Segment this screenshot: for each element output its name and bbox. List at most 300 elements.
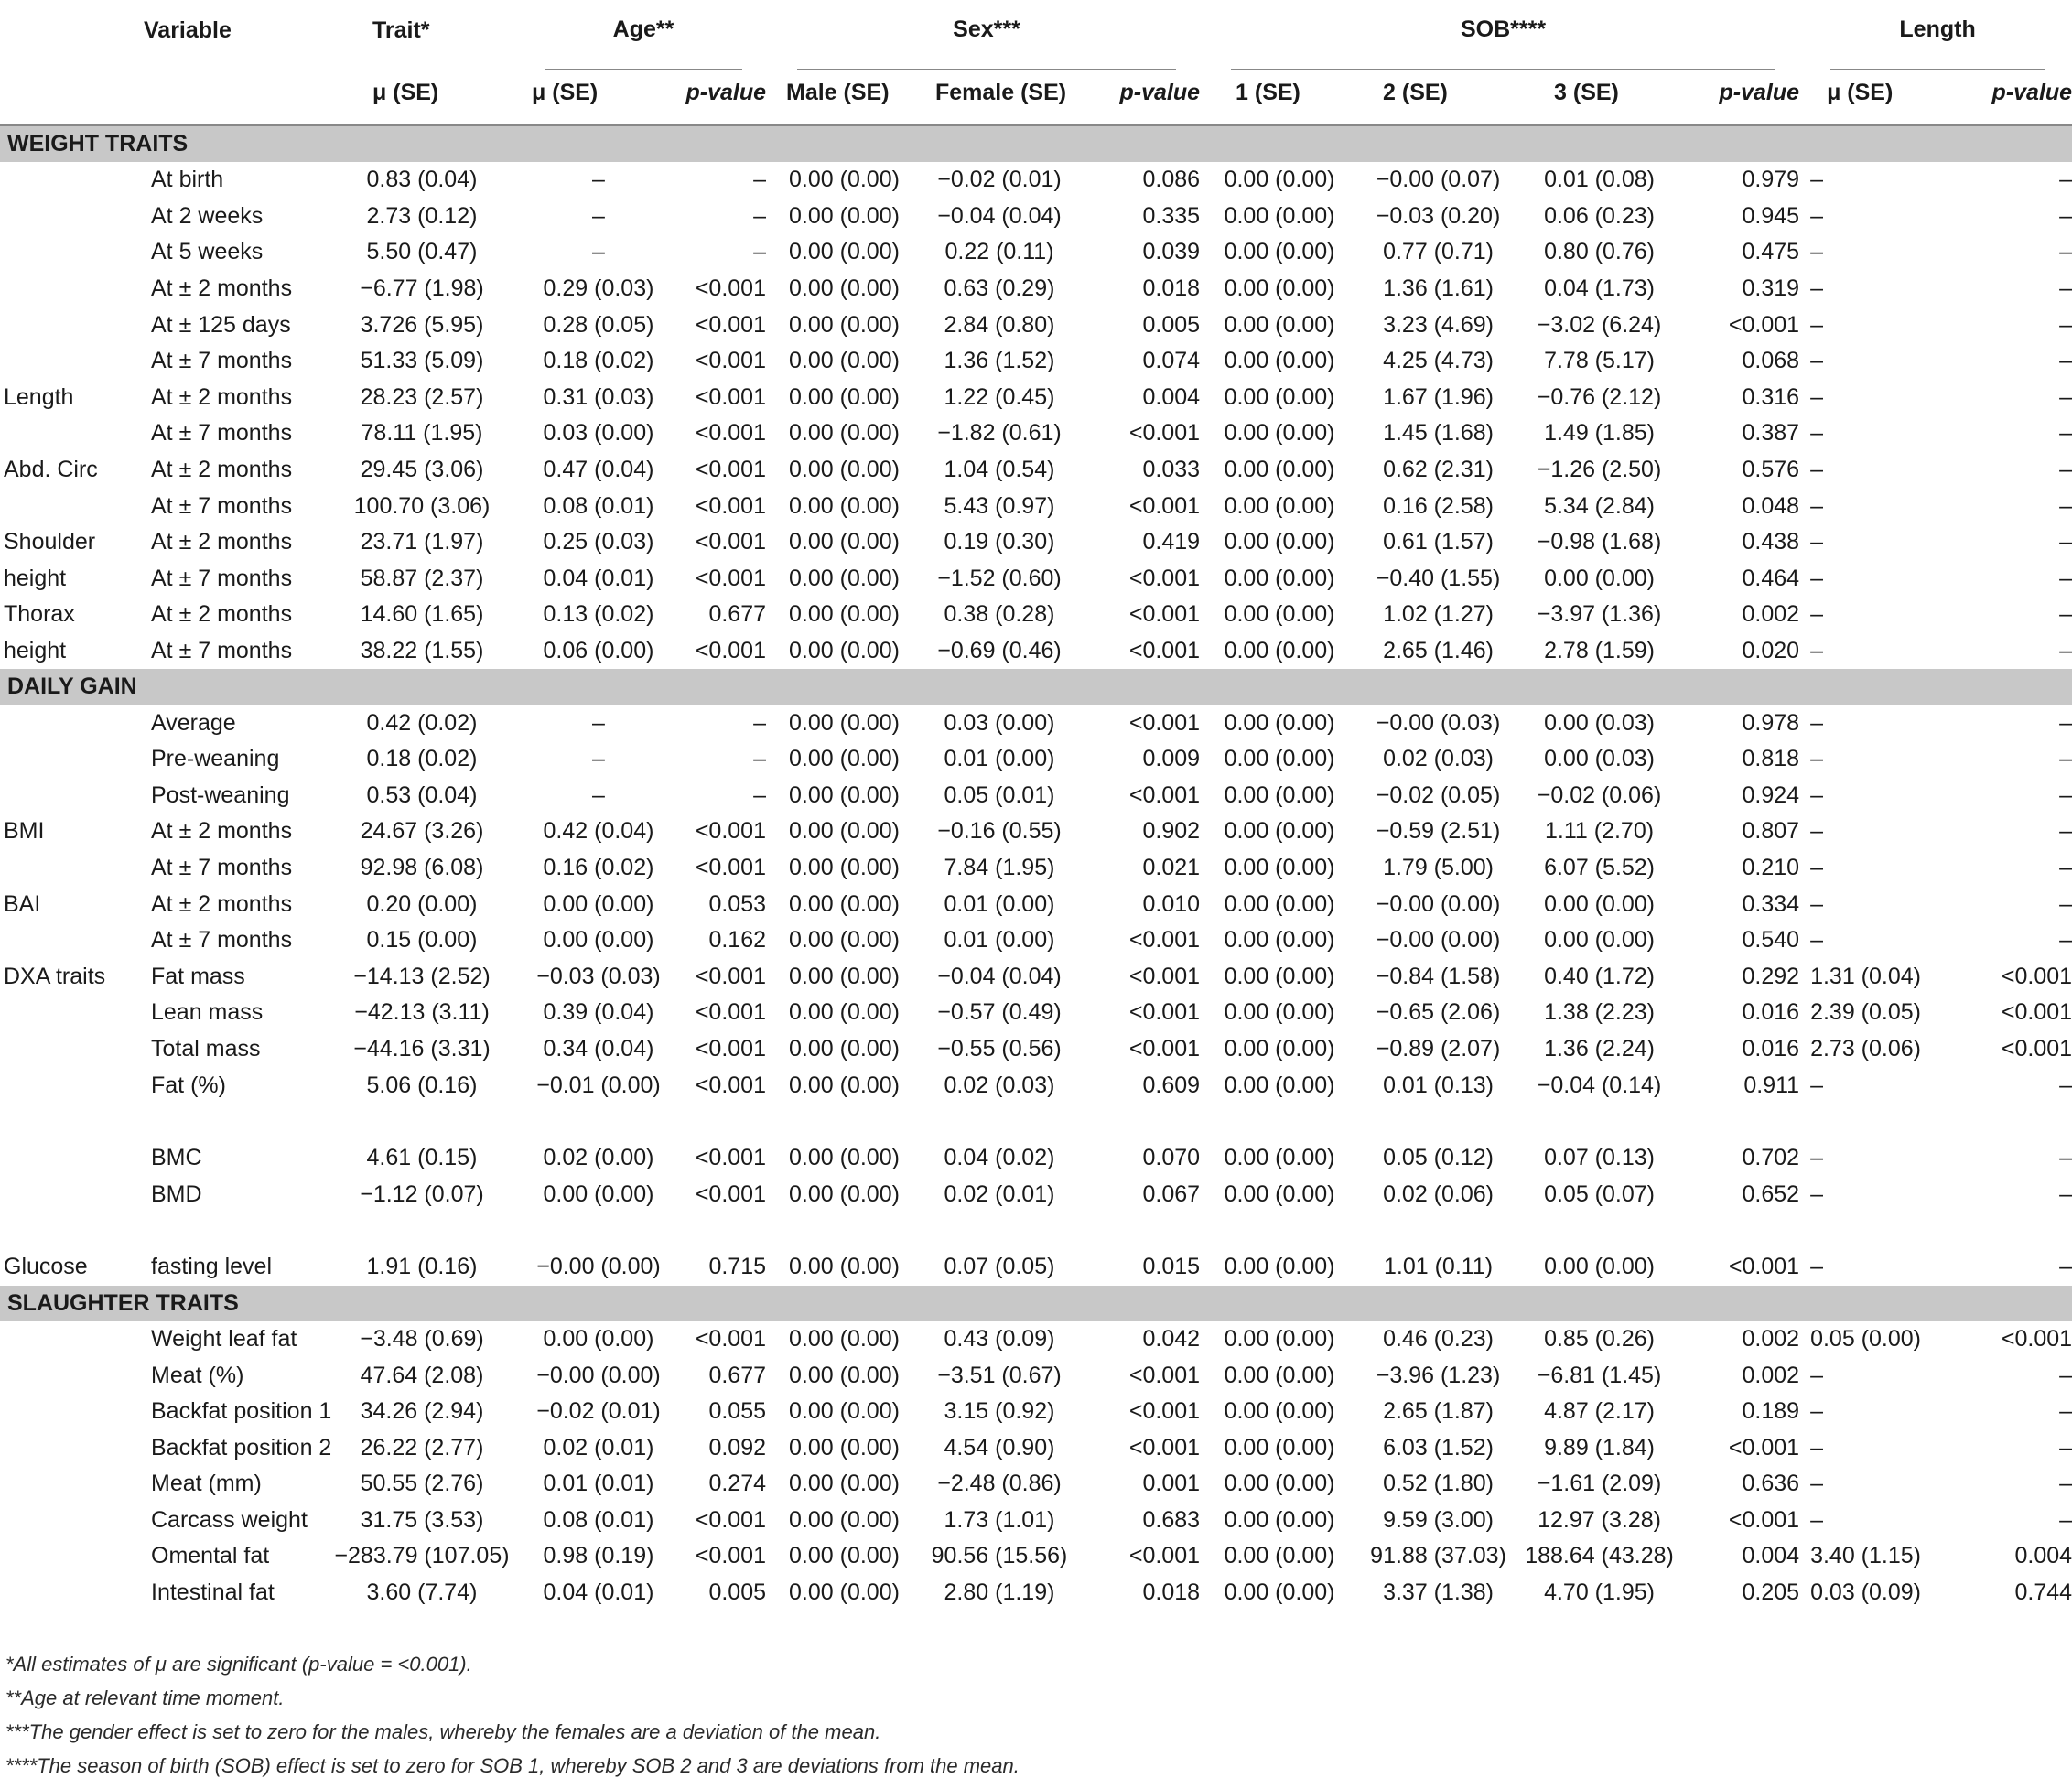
sob-pvalue-cell: 0.016 (1742, 1035, 1800, 1062)
trait-mu-cell: −44.16 (3.31) (353, 1035, 491, 1062)
sob-3-cell: 5.34 (2.84) (1544, 492, 1655, 519)
variable-cell (0, 162, 144, 199)
trait-mu-cell: 47.64 (2.08) (360, 1362, 484, 1388)
table-row (0, 995, 2072, 1031)
variable-cell: height (4, 638, 67, 664)
table-row (0, 1466, 2072, 1503)
trait-mu-cell: −3.48 (0.69) (360, 1325, 484, 1352)
length-mu-cell: – (1810, 854, 1823, 880)
age-mu-cell: – (592, 239, 605, 265)
trait-label-cell: BMD (151, 1180, 202, 1207)
header-variable: Variable (144, 16, 232, 43)
length-pvalue-cell: – (2059, 167, 2072, 193)
variable-cell: height (4, 565, 67, 591)
header-trait: Trait* (372, 16, 430, 43)
sob-3-cell: 0.00 (0.00) (1544, 890, 1655, 917)
footnote: **Age at relevant time moment. (5, 1687, 285, 1709)
spacer-row (0, 1212, 2072, 1249)
trait-mu-cell: 28.23 (2.57) (360, 383, 484, 410)
sex-male-cell: 0.00 (0.00) (789, 1471, 900, 1497)
sob-pvalue-cell: 0.475 (1742, 239, 1800, 265)
sob-1-cell: 0.00 (0.00) (1224, 383, 1335, 410)
section-title: WEIGHT TRAITS (0, 125, 2072, 162)
sob-1-cell: 0.00 (0.00) (1224, 1434, 1335, 1460)
table-row (0, 778, 2072, 814)
sex-male-cell: 0.00 (0.00) (789, 492, 900, 519)
trait-mu-cell: 23.71 (1.97) (360, 529, 484, 555)
table-row (0, 1575, 2072, 1611)
age-mu-cell: 0.25 (0.03) (543, 529, 654, 555)
sex-pvalue-cell: <0.001 (1128, 1035, 1201, 1062)
length-pvalue-cell: – (2059, 781, 2072, 808)
sob-pvalue-cell: <0.001 (1728, 1506, 1800, 1533)
sex-male-cell: 0.00 (0.00) (789, 746, 900, 772)
table-row (0, 307, 2072, 343)
spacer-cell (0, 1212, 2072, 1249)
age-mu-cell: 0.00 (0.00) (543, 1325, 654, 1352)
age-pvalue-cell: <0.001 (695, 818, 766, 845)
sob-1-cell: 0.00 (0.00) (1224, 1254, 1335, 1280)
sob-3-cell: 0.80 (0.76) (1544, 239, 1655, 265)
sex-male-cell: 0.00 (0.00) (789, 1072, 900, 1098)
length-mu-cell: – (1810, 565, 1823, 591)
sex-pvalue-cell: <0.001 (1128, 420, 1201, 447)
sex-pvalue-cell: 0.018 (1142, 275, 1201, 302)
sob-3-cell: 2.78 (1.59) (1544, 638, 1655, 664)
sob-1-cell: 0.00 (0.00) (1224, 420, 1335, 447)
age-mu-cell: 0.47 (0.04) (543, 457, 654, 483)
sex-male-cell: 0.00 (0.00) (789, 348, 900, 374)
table-row (0, 1031, 2072, 1068)
sex-female-cell: 0.04 (0.02) (944, 1145, 1055, 1171)
sob-1-cell: 0.00 (0.00) (1224, 202, 1335, 229)
sex-pvalue-cell: 0.086 (1142, 167, 1201, 193)
age-mu-cell: −0.03 (0.03) (536, 963, 661, 989)
trait-mu-cell: 34.26 (2.94) (360, 1398, 484, 1425)
sob-pvalue-cell: 0.002 (1742, 1325, 1800, 1352)
sob-1-cell: 0.00 (0.00) (1224, 1180, 1335, 1207)
length-pvalue-cell: – (2059, 1072, 2072, 1098)
table-row (0, 1140, 2072, 1177)
sex-pvalue-cell: <0.001 (1128, 1398, 1201, 1425)
sob-1-cell: 0.00 (0.00) (1224, 963, 1335, 989)
sob-1-cell: 0.00 (0.00) (1224, 1543, 1335, 1569)
sob-pvalue-cell: 0.316 (1742, 383, 1800, 410)
sex-pvalue-cell: <0.001 (1128, 963, 1201, 989)
sob-1-cell: 0.00 (0.00) (1224, 638, 1335, 664)
sex-female-cell: −0.55 (0.56) (937, 1035, 1062, 1062)
sob-1-cell: 0.00 (0.00) (1224, 890, 1335, 917)
length-mu-cell: – (1810, 781, 1823, 808)
sex-male-cell: 0.00 (0.00) (789, 1434, 900, 1460)
sob-pvalue-cell: 0.048 (1742, 492, 1800, 519)
variable-cell (0, 1575, 144, 1611)
sob-pvalue-cell: <0.001 (1728, 1434, 1800, 1460)
sex-female-cell: 0.05 (0.01) (944, 781, 1055, 808)
sob-1-cell: 0.00 (0.00) (1224, 781, 1335, 808)
sob-pvalue-cell: 0.945 (1742, 202, 1800, 229)
sob-3-cell: 0.04 (1.73) (1544, 275, 1655, 302)
sob-3-cell: 1.38 (2.23) (1544, 999, 1655, 1026)
length-mu-cell: 0.05 (0.00) (1810, 1325, 1921, 1352)
sob-3-cell: 0.00 (0.00) (1544, 927, 1655, 954)
length-pvalue-cell: – (2059, 1506, 2072, 1533)
sob-2-cell: 0.61 (1.57) (1383, 529, 1494, 555)
sob-2-cell: 3.23 (4.69) (1383, 311, 1494, 338)
trait-mu-cell: 50.55 (2.76) (360, 1471, 484, 1497)
length-mu-cell: 2.73 (0.06) (1810, 1035, 1921, 1062)
sob-1-cell: 0.00 (0.00) (1224, 1325, 1335, 1352)
table-row (0, 271, 2072, 307)
age-mu-cell: – (592, 746, 605, 772)
sex-pvalue-cell: <0.001 (1128, 709, 1201, 736)
variable-cell: BAI (4, 890, 41, 917)
age-mu-cell: 0.00 (0.00) (543, 1180, 654, 1207)
sex-female-cell: 0.01 (0.00) (944, 890, 1055, 917)
sex-female-cell: 5.43 (0.97) (944, 492, 1055, 519)
sob-3-cell: −1.61 (2.09) (1537, 1471, 1662, 1497)
age-mu-cell: 0.31 (0.03) (543, 383, 654, 410)
age-mu-cell: 0.13 (0.02) (543, 601, 654, 628)
sob-pvalue-cell: 0.292 (1742, 963, 1800, 989)
length-mu-cell: 2.39 (0.05) (1810, 999, 1921, 1026)
table-row (0, 1538, 2072, 1575)
sob-2-cell: 6.03 (1.52) (1383, 1434, 1494, 1460)
sex-pvalue-cell: 0.683 (1142, 1506, 1201, 1533)
sex-female-cell: 0.38 (0.28) (944, 601, 1055, 628)
table-row (0, 958, 2072, 995)
sex-pvalue-cell: <0.001 (1128, 927, 1201, 954)
table-row (0, 1176, 2072, 1212)
length-pvalue-cell: – (2059, 638, 2072, 664)
trait-label-cell: Lean mass (151, 999, 264, 1026)
sob-2-cell: 4.25 (4.73) (1383, 348, 1494, 374)
length-mu-cell: – (1810, 638, 1823, 664)
spacer-cell (0, 1104, 2072, 1140)
sex-pvalue-cell: 0.902 (1142, 818, 1201, 845)
table-row (0, 633, 2072, 670)
table-row (0, 1394, 2072, 1430)
sex-female-cell: 0.01 (0.00) (944, 746, 1055, 772)
variable-cell (0, 199, 144, 235)
sob-2-cell: 0.02 (0.06) (1383, 1180, 1494, 1207)
length-pvalue-cell: <0.001 (2001, 999, 2072, 1026)
sex-female-cell: −0.02 (0.01) (937, 167, 1062, 193)
sob-1-cell: 0.00 (0.00) (1224, 1506, 1335, 1533)
table-row (0, 343, 2072, 380)
length-mu-cell: 1.31 (0.04) (1810, 963, 1921, 989)
variable-cell (0, 1321, 144, 1358)
age-pvalue-cell: <0.001 (695, 529, 766, 555)
sex-male-cell: 0.00 (0.00) (789, 601, 900, 628)
sob-pvalue-cell: 0.068 (1742, 348, 1800, 374)
length-pvalue-cell: <0.001 (2001, 1325, 2072, 1352)
sob-2-cell: 0.52 (1.80) (1383, 1471, 1494, 1497)
variable-cell (0, 1429, 144, 1466)
length-mu-cell: – (1810, 529, 1823, 555)
sex-male-cell: 0.00 (0.00) (789, 1579, 900, 1606)
trait-label-cell: At ± 7 months (151, 565, 293, 591)
age-pvalue-cell: 0.677 (708, 601, 766, 628)
trait-label-cell: Fat mass (151, 963, 245, 989)
age-mu-cell: 0.03 (0.00) (543, 420, 654, 447)
sex-pvalue-cell: 0.074 (1142, 348, 1201, 374)
variable-cell: Shoulder (4, 529, 96, 555)
sex-pvalue-cell: 0.018 (1142, 1579, 1201, 1606)
trait-mu-cell: 38.22 (1.55) (360, 638, 484, 664)
sex-female-cell: 1.73 (1.01) (944, 1506, 1055, 1533)
sob-pvalue-cell: <0.001 (1728, 1254, 1800, 1280)
trait-label-cell: At ± 2 months (151, 457, 293, 483)
sob-pvalue-cell: 0.319 (1742, 275, 1800, 302)
age-pvalue-cell: <0.001 (695, 1543, 766, 1569)
sob-3-cell: 0.07 (0.13) (1544, 1145, 1655, 1171)
age-mu-cell: 0.01 (0.01) (543, 1471, 654, 1497)
header-sob-1: 1 (SE) (1203, 60, 1355, 125)
sob-3-cell: 9.89 (1.84) (1544, 1434, 1655, 1460)
length-pvalue-cell: – (2059, 239, 2072, 265)
sob-3-cell: 0.40 (1.72) (1544, 963, 1655, 989)
sob-pvalue-cell: 0.189 (1742, 1398, 1800, 1425)
sob-2-cell: 3.37 (1.38) (1383, 1579, 1494, 1606)
age-pvalue-cell: – (753, 746, 766, 772)
sex-female-cell: 90.56 (15.56) (931, 1543, 1068, 1569)
table-row (0, 452, 2072, 489)
trait-label-cell: Fat (%) (151, 1072, 226, 1098)
sex-pvalue-cell: <0.001 (1128, 1362, 1201, 1388)
length-mu-cell: – (1810, 890, 1823, 917)
sex-female-cell: −0.57 (0.49) (937, 999, 1062, 1026)
length-pvalue-cell: 0.744 (2014, 1579, 2072, 1606)
sob-pvalue-cell: 0.387 (1742, 420, 1800, 447)
length-pvalue-cell: – (2059, 457, 2072, 483)
sob-pvalue-cell: 0.020 (1742, 638, 1800, 664)
sob-1-cell: 0.00 (0.00) (1224, 492, 1335, 519)
trait-label-cell: At ± 2 months (151, 529, 293, 555)
variable-cell (0, 343, 144, 380)
sob-1-cell: 0.00 (0.00) (1224, 1145, 1335, 1171)
length-pvalue-cell: – (2059, 1434, 2072, 1460)
sob-2-cell: −0.40 (1.55) (1376, 565, 1501, 591)
trait-label-cell: Backfat position 2 (151, 1434, 332, 1460)
sob-pvalue-cell: 0.002 (1742, 1362, 1800, 1388)
sob-3-cell: 1.49 (1.85) (1544, 420, 1655, 447)
sob-2-cell: −0.00 (0.03) (1376, 709, 1501, 736)
age-mu-cell: −0.02 (0.01) (536, 1398, 661, 1425)
footnotes (0, 1647, 2072, 1783)
length-mu-cell: – (1810, 202, 1823, 229)
sob-1-cell: 0.00 (0.00) (1224, 275, 1335, 302)
footnote: ***The gender effect is set to zero for the males, whereby the females are a deviation of the mean. (5, 1720, 881, 1743)
sob-3-cell: 1.36 (2.24) (1544, 1035, 1655, 1062)
sob-3-cell: 0.01 (0.08) (1544, 167, 1655, 193)
sob-pvalue-cell: 0.807 (1742, 818, 1800, 845)
length-mu-cell: – (1810, 601, 1823, 628)
sob-pvalue-cell: 0.911 (1743, 1072, 1800, 1098)
sob-1-cell: 0.00 (0.00) (1224, 457, 1335, 483)
sex-male-cell: 0.00 (0.00) (789, 275, 900, 302)
trait-label-cell: At ± 7 months (151, 927, 293, 954)
trait-label-cell: At ± 2 months (151, 890, 293, 917)
trait-mu-cell: 29.45 (3.06) (360, 457, 484, 483)
length-mu-cell: – (1810, 1145, 1823, 1171)
sex-male-cell: 0.00 (0.00) (789, 529, 900, 555)
sob-3-cell: 7.78 (5.17) (1544, 348, 1655, 374)
trait-mu-cell: 0.42 (0.02) (366, 709, 478, 736)
length-mu-cell: 0.03 (0.09) (1810, 1579, 1921, 1606)
trait-mu-cell: 2.73 (0.12) (366, 202, 478, 229)
table-row (0, 1429, 2072, 1466)
variable-cell (0, 778, 144, 814)
table-row (0, 415, 2072, 452)
trait-label-cell: Post-weaning (151, 781, 290, 808)
age-mu-cell: 0.04 (0.01) (543, 1579, 654, 1606)
age-pvalue-cell: <0.001 (695, 492, 766, 519)
age-mu-cell: −0.01 (0.00) (536, 1072, 661, 1098)
sex-pvalue-cell: 0.335 (1142, 202, 1201, 229)
sex-female-cell: 1.22 (0.45) (944, 383, 1055, 410)
age-pvalue-cell: 0.005 (708, 1579, 766, 1606)
variable-cell (0, 1031, 144, 1068)
sob-3-cell: −0.76 (2.12) (1537, 383, 1662, 410)
age-mu-cell: – (592, 202, 605, 229)
age-pvalue-cell: 0.162 (708, 927, 766, 954)
sob-2-cell: 0.01 (0.13) (1383, 1072, 1494, 1098)
table-row (0, 199, 2072, 235)
trait-label-cell: Carcass weight (151, 1506, 308, 1533)
trait-mu-cell: 0.20 (0.00) (366, 890, 478, 917)
sex-pvalue-cell: <0.001 (1128, 492, 1201, 519)
sex-male-cell: 0.00 (0.00) (789, 1506, 900, 1533)
age-pvalue-cell: <0.001 (695, 275, 766, 302)
age-pvalue-cell: <0.001 (695, 348, 766, 374)
sob-2-cell: 2.65 (1.46) (1383, 638, 1494, 664)
age-mu-cell: 0.02 (0.01) (543, 1434, 654, 1460)
age-mu-cell: – (592, 709, 605, 736)
sob-2-cell: −0.65 (2.06) (1376, 999, 1501, 1026)
age-mu-cell: 0.02 (0.00) (543, 1145, 654, 1171)
header-sob-pvalue: p-value (1678, 60, 1803, 125)
trait-mu-cell: 24.67 (3.26) (360, 818, 484, 845)
table-row (0, 1357, 2072, 1394)
sob-2-cell: 9.59 (3.00) (1383, 1506, 1494, 1533)
trait-label-cell: At birth (151, 167, 224, 193)
sex-female-cell: 1.36 (1.52) (944, 348, 1055, 374)
sob-2-cell: −0.00 (0.07) (1376, 167, 1501, 193)
trait-mu-cell: −14.13 (2.52) (353, 963, 491, 989)
age-pvalue-cell: 0.092 (708, 1434, 766, 1460)
sob-pvalue-cell: 0.818 (1742, 746, 1800, 772)
sex-male-cell: 0.00 (0.00) (789, 1543, 900, 1569)
sex-male-cell: 0.00 (0.00) (789, 457, 900, 483)
length-mu-cell: – (1810, 1180, 1823, 1207)
table-row (0, 705, 2072, 741)
age-mu-cell: 0.29 (0.03) (543, 275, 654, 302)
table-row (0, 234, 2072, 271)
length-pvalue-cell: – (2059, 420, 2072, 447)
sob-1-cell: 0.00 (0.00) (1224, 529, 1335, 555)
sex-male-cell: 0.00 (0.00) (789, 311, 900, 338)
header-trait-mu: μ (SE) (327, 60, 517, 125)
sob-3-cell: 0.00 (0.00) (1544, 565, 1655, 591)
length-mu-cell: – (1810, 1254, 1823, 1280)
sob-pvalue-cell: 0.702 (1742, 1145, 1800, 1171)
sob-3-cell: −1.26 (2.50) (1537, 457, 1662, 483)
trait-mu-cell: 100.70 (3.06) (353, 492, 491, 519)
trait-label-cell: Weight leaf fat (151, 1325, 297, 1352)
length-mu-cell: 3.40 (1.15) (1810, 1543, 1921, 1569)
age-pvalue-cell: – (753, 167, 766, 193)
sex-male-cell: 0.00 (0.00) (789, 1035, 900, 1062)
sob-2-cell: 1.67 (1.96) (1383, 383, 1494, 410)
sob-1-cell: 0.00 (0.00) (1224, 1579, 1335, 1606)
sex-pvalue-cell: 0.005 (1142, 311, 1201, 338)
sex-female-cell: 0.02 (0.01) (944, 1180, 1055, 1207)
sex-female-cell: 3.15 (0.92) (944, 1398, 1055, 1425)
sex-female-cell: 0.19 (0.30) (944, 529, 1055, 555)
sex-pvalue-cell: 0.039 (1142, 239, 1201, 265)
sob-pvalue-cell: 0.002 (1742, 601, 1800, 628)
variable-cell (0, 1503, 144, 1539)
variable-cell (0, 415, 144, 452)
trait-mu-cell: 5.06 (0.16) (366, 1072, 478, 1098)
sob-1-cell: 0.00 (0.00) (1224, 167, 1335, 193)
sob-pvalue-cell: 0.438 (1742, 529, 1800, 555)
sex-female-cell: 0.43 (0.09) (944, 1325, 1055, 1352)
sob-2-cell: −0.03 (0.20) (1376, 202, 1501, 229)
length-pvalue-cell: – (2059, 202, 2072, 229)
sob-2-cell: −0.89 (2.07) (1376, 1035, 1501, 1062)
sob-pvalue-cell: 0.205 (1742, 1579, 1800, 1606)
trait-label-cell: At ± 7 months (151, 348, 293, 374)
sex-female-cell: −0.16 (0.55) (937, 818, 1062, 845)
header-sob-2: 2 (SE) (1355, 60, 1521, 125)
age-mu-cell: 0.98 (0.19) (543, 1543, 654, 1569)
length-pvalue-cell: – (2059, 275, 2072, 302)
length-mu-cell: – (1810, 1506, 1823, 1533)
length-mu-cell: – (1810, 1072, 1823, 1098)
age-pvalue-cell: <0.001 (695, 1145, 766, 1171)
sex-male-cell: 0.00 (0.00) (789, 963, 900, 989)
table-header (0, 0, 2072, 125)
sex-pvalue-cell: <0.001 (1128, 601, 1201, 628)
length-pvalue-cell: – (2059, 1471, 2072, 1497)
length-pvalue-cell: – (2059, 746, 2072, 772)
sex-pvalue-cell: 0.009 (1142, 746, 1201, 772)
sob-3-cell: −3.97 (1.36) (1537, 601, 1662, 628)
sex-male-cell: 0.00 (0.00) (789, 781, 900, 808)
sob-3-cell: −3.02 (6.24) (1537, 311, 1662, 338)
sob-2-cell: 1.01 (0.11) (1384, 1254, 1494, 1280)
sob-2-cell: 0.46 (0.23) (1383, 1325, 1494, 1352)
header-length-mu: μ (SE) (1803, 60, 1975, 125)
header-age-group (517, 0, 770, 60)
sex-pvalue-cell: 0.004 (1142, 383, 1201, 410)
sob-2-cell: 1.02 (1.27) (1383, 601, 1494, 628)
length-pvalue-cell: – (2059, 348, 2072, 374)
age-pvalue-cell: <0.001 (695, 565, 766, 591)
sob-pvalue-cell: 0.016 (1742, 999, 1800, 1026)
footnote: *All estimates of μ are significant (p-value = <0.001). (5, 1653, 472, 1676)
trait-label-cell: At ± 125 days (151, 311, 291, 338)
age-mu-cell: 0.06 (0.00) (543, 638, 654, 664)
trait-label-cell: BMC (151, 1145, 202, 1171)
age-mu-cell: 0.16 (0.02) (543, 854, 654, 880)
trait-mu-cell: 58.87 (2.37) (360, 565, 484, 591)
variable-cell (0, 850, 144, 887)
sex-male-cell: 0.00 (0.00) (789, 420, 900, 447)
table-body (0, 125, 2072, 1611)
